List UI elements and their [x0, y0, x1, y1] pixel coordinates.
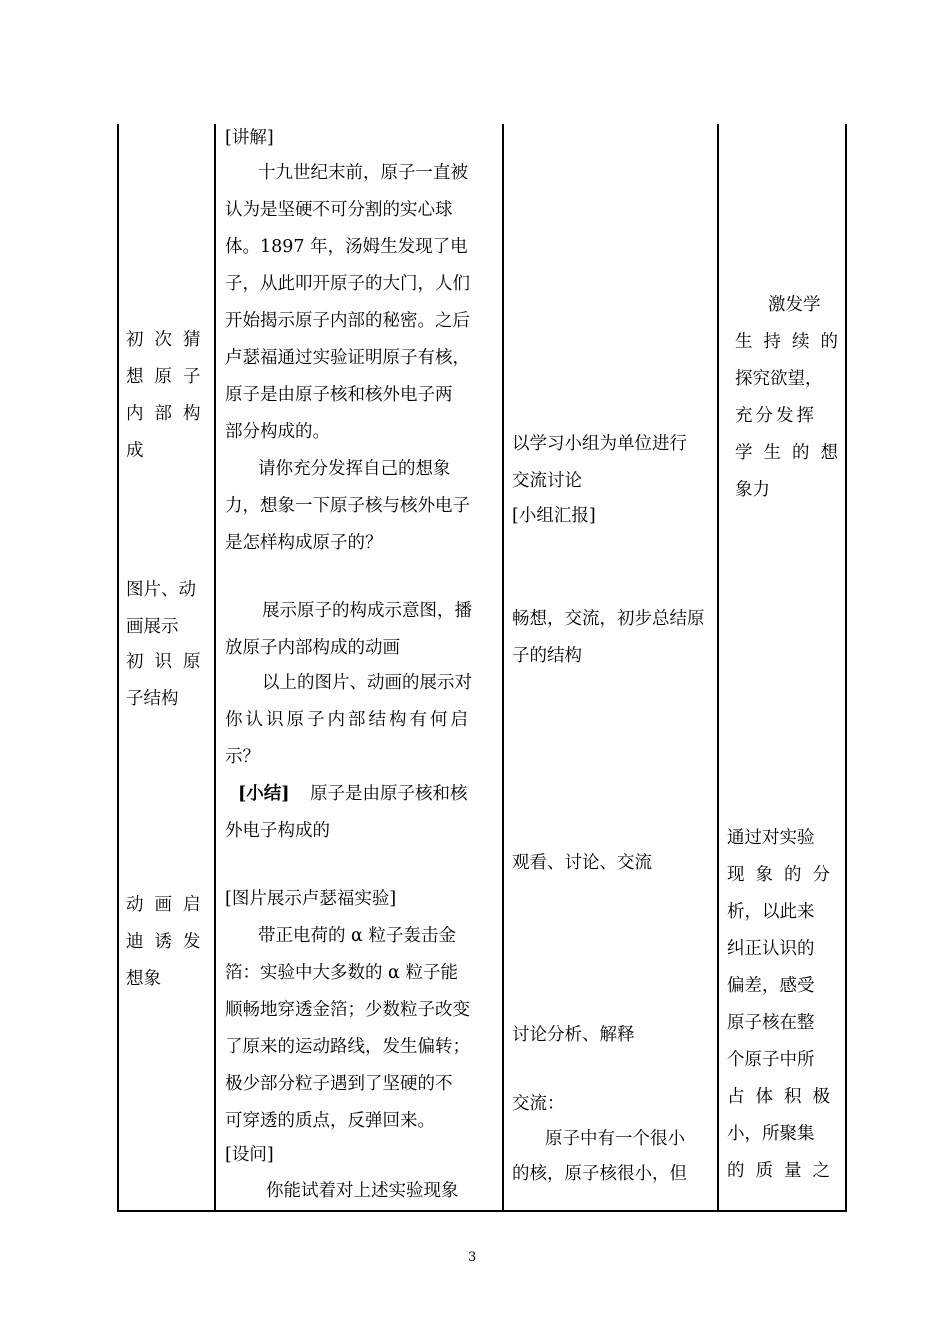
student-text: 子的结构: [512, 646, 582, 666]
intent-text: 原子核在整: [727, 1013, 815, 1033]
teacher-text: 放原子内部构成的动画: [225, 638, 400, 658]
teacher-text: 子，从此叩开原子的大门，人们: [225, 274, 470, 294]
stage-text: 初识原: [126, 652, 212, 672]
teacher-text: 原子是由原子核和核: [310, 784, 468, 804]
teacher-text: [图片展示卢瑟福实验]: [225, 889, 397, 909]
stage-text: 动画启: [126, 895, 212, 915]
intent-text: 析，以此来: [727, 902, 815, 922]
intent-text: 纠正认识的: [727, 939, 815, 959]
stage-text: 想象: [126, 969, 161, 989]
teacher-text: 顺畅地穿透金箔；少数粒子改变: [225, 1000, 470, 1020]
teacher-text: 极少部分粒子遇到了坚硬的不: [225, 1074, 453, 1094]
teacher-text: 示？: [225, 747, 260, 767]
stage-text: 画展示: [126, 617, 179, 637]
student-text: [小组汇报]: [512, 506, 596, 526]
intent-text: 通过对实验: [727, 828, 815, 848]
teacher-text: 请你充分发挥自己的想象: [258, 459, 451, 479]
student-text: 原子中有一个很小: [545, 1129, 685, 1149]
teacher-text: [设问]: [225, 1145, 274, 1165]
teacher-text: 开始揭示原子内部的秘密。之后: [225, 311, 470, 331]
teacher-text: 体。1897 年，汤姆生发现了电: [225, 237, 468, 257]
intent-text: 探究欲望，: [735, 369, 823, 389]
student-text: 畅想，交流，初步总结原: [512, 609, 705, 629]
table-border-bottom: [117, 1210, 847, 1212]
page-number: 3: [468, 1250, 477, 1265]
intent-text: 个原子中所: [727, 1050, 815, 1070]
teacher-text: 你认识原子内部结构有何启: [225, 710, 471, 730]
intent-text: 占体积极: [727, 1087, 841, 1107]
teacher-text: 认为是坚硬不可分割的实心球: [225, 200, 453, 220]
intent-text: 偏差，感受: [727, 976, 815, 996]
teacher-text: 箔：实验中大多数的 α 粒子能: [225, 963, 458, 983]
student-text: 的核，原子核很小，但: [512, 1164, 687, 1184]
student-text: 观看、讨论、交流: [512, 853, 652, 873]
stage-text: 图片、动: [126, 580, 196, 600]
student-text: 讨论分析、解释: [512, 1025, 635, 1045]
teacher-text: 以上的图片、动画的展示对: [262, 673, 472, 693]
intent-text: 的质量之: [727, 1161, 841, 1181]
teacher-text: 了原来的运动路线，发生偏转；: [225, 1037, 470, 1057]
teacher-text: 十九世纪末前，原子一直被: [258, 163, 468, 183]
table-column-divider-2: [502, 124, 504, 1211]
stage-text: 成: [126, 441, 144, 461]
student-text: 以学习小组为单位进行: [512, 434, 687, 454]
stage-text: 子结构: [126, 689, 179, 709]
stage-text: 想原子: [126, 367, 212, 387]
teacher-text: 部分构成的。: [225, 422, 330, 442]
intent-text: 学生的想: [735, 443, 849, 463]
table-column-divider-1: [214, 124, 216, 1211]
table-border-right: [845, 124, 847, 1211]
table-column-divider-3: [717, 124, 719, 1211]
teacher-text: 展示原子的构成示意图，播: [262, 601, 472, 621]
intent-text: 充分发挥: [735, 406, 817, 426]
stage-text: 内部构: [126, 404, 212, 424]
teacher-text: 可穿透的质点，反弹回来。: [225, 1111, 435, 1131]
intent-text: 激发学: [768, 295, 821, 315]
student-text: 交流讨论: [512, 471, 582, 491]
student-text: 交流：: [512, 1094, 565, 1114]
teacher-text: 外电子构成的: [225, 821, 330, 841]
intent-text: 现象的分: [727, 865, 841, 885]
intent-text: 小，所聚集: [727, 1124, 815, 1144]
teacher-text: 是怎样构成原子的？: [225, 533, 383, 553]
stage-text: 迪诱发: [126, 932, 212, 952]
teacher-text: 卢瑟福通过实验证明原子有核，: [225, 348, 470, 368]
teacher-text: 力，想象一下原子核与核外电子: [225, 496, 470, 516]
teacher-text: 带正电荷的 α 粒子轰击金: [258, 926, 456, 946]
intent-text: 生持续的: [735, 332, 849, 352]
stage-text: 初次猜: [126, 330, 212, 350]
table-border-left: [117, 124, 119, 1211]
teacher-text: 原子是由原子核和核外电子两: [225, 385, 453, 405]
teacher-text: 你能试着对上述实验现象: [266, 1181, 459, 1201]
teacher-text: [讲解]: [225, 128, 274, 148]
summary-label: [小结]: [238, 784, 290, 804]
intent-text: 象力: [735, 480, 770, 500]
